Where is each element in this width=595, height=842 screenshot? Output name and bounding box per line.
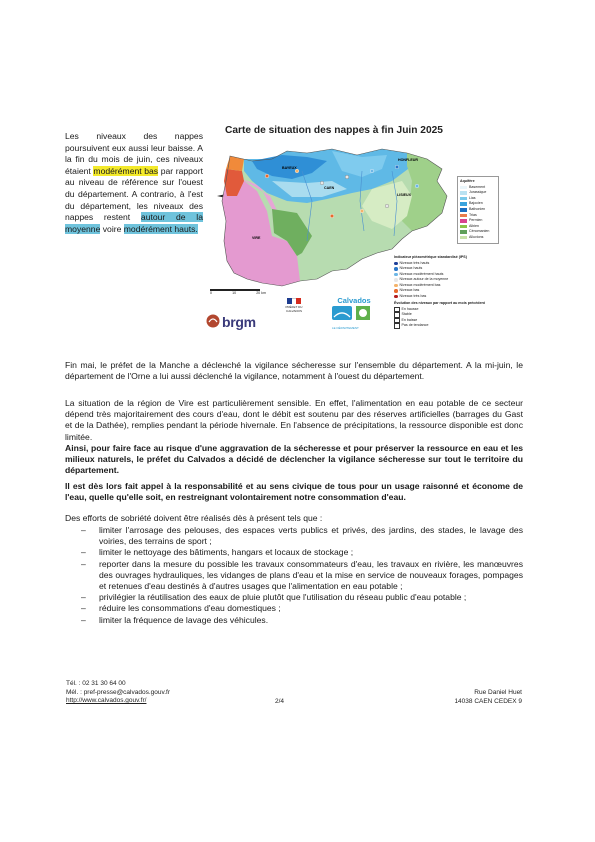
legend-dot	[394, 295, 398, 299]
scale-label: 20 km	[256, 291, 266, 295]
legend-dot	[394, 278, 398, 282]
paragraph-vire-situation: La situation de la région de Vire est particulièrement sensible. En effet, l'alimentation en eau potable de ce secteur dépend très majoritairement des cours d'eau, dont le débit est soutenu par des réserves artificielles (barrages du Gast et de la Dathée), remplies pendant la période hivernale. En l'absence de précipitations, la ressource disponible est donc limitée.	[65, 398, 523, 442]
legend-label: Trias	[469, 212, 477, 217]
highlight-moderately-low: modérément bas	[93, 165, 159, 176]
evolution-legend-title: Évolution des niveaux par rapport au mois précédent	[394, 301, 485, 305]
scale-label: 0	[210, 291, 212, 295]
efforts-intro: Des efforts de sobriété doivent être réalisés dès à présent tels que :	[65, 513, 323, 523]
town-label: CAEN	[324, 186, 335, 190]
effort-item: – reporter dans la mesure du possible les travaux consommateurs d'eau, les travaux en rivière, les manœuvres des ouvrages hydrauliques, les vidanges de plans d'eau et la mise en service de nouveaux forages, pompages et retenues d'eau destinés à d'autres usages que l'alimentation en eau potable ;	[65, 559, 523, 593]
legend-label: Basement	[469, 184, 486, 189]
footer-email[interactable]: Mél. : pref-presse@calvados.gouv.fr	[66, 688, 171, 696]
aquifer-legend-title: Aquifère	[460, 179, 475, 183]
legend-label: Lias	[469, 195, 476, 200]
scale-bar	[210, 285, 270, 293]
intro-text-2: par rapport au niveau de référence sur l'ouest du département. A contrario, à l'est du département, les niveaux des nappes restent	[65, 165, 203, 223]
town-label: VIRE	[252, 236, 261, 240]
footer-phone: Tél. : 02 31 30 64 00	[66, 680, 126, 687]
legend-label: Jurassique	[469, 190, 487, 195]
scale-label: 10	[232, 291, 237, 295]
legend-swatch	[460, 202, 467, 206]
town-label: LISIEUX	[397, 193, 411, 197]
evolution-legend-item	[394, 323, 499, 329]
legend-label: Bathonien	[469, 206, 486, 211]
legend-swatch	[460, 208, 467, 212]
map-title: Carte de situation des nappes à fin Juin 2025	[225, 125, 443, 136]
legend-swatch	[460, 191, 467, 195]
legend-label: Niveaux très bas	[399, 293, 427, 298]
town-label: BAYEUX	[282, 166, 297, 170]
legend-label: Bajocien	[469, 201, 483, 206]
paragraph-vigilance-neighbours: Fin mai, le préfet de la Manche a décleнché la vigilance sécheresse sur l'ensemble du département. A la mi-juin, le département de l'Orne a lui aussi déclenché la vigilance, notamment à l'ouest du département.	[65, 360, 523, 382]
footer-website[interactable]: http://www.calvados.gouv.fr/	[66, 697, 147, 705]
legend-dot	[394, 273, 398, 277]
legend-label: Niveaux hauts	[399, 266, 423, 270]
legend-dot	[394, 267, 398, 271]
intro-text-1: Les niveaux des nappes poursuivent eux aussi leur baisse. A la fin du mois de juin, ces niveaux étaient	[65, 131, 203, 176]
paragraph-civic-appeal: Il est dès lors fait appel à la responsabilité et au sens civique de tous pour un usage raisonné et économe de l'eau, quelle qu'elle soit, en restreignant volontairement notre consommation d'eau.	[65, 481, 523, 503]
paragraph-prefect-decision: Ainsi, pour faire face au risque d'une aggravation de la sécheresse et pour préserver la ressource en eau et les milieux naturels, le préfet du Calvados a décidé de déclencher la vigilance sécheresse sur tout le territoire du département.	[65, 443, 523, 476]
efforts-list-container	[65, 525, 523, 626]
footer-city: 14038 CAEN CEDEX 9	[454, 697, 522, 705]
footer-street: Rue Daniel Huet	[474, 689, 522, 696]
aquifer-legend	[457, 176, 499, 244]
brgm-logo: brgm	[206, 308, 261, 332]
ips-legend	[394, 255, 499, 325]
effort-item: – limiter le nettoyage des bâtiments, hangars et locaux de stockage ;	[65, 547, 523, 558]
legend-label: En hausse	[401, 306, 419, 311]
legend-swatch	[460, 214, 467, 218]
effort-item: – limiter l'arrosage des pelouses, des espaces verts publics et privés, des jardins, des stades, le lavage des voiries, des terrains de sport ;	[65, 525, 523, 547]
legend-label: Permien	[469, 218, 483, 223]
ips-legend-title: Indicateur piézométrique standardisé (IPS)	[394, 255, 467, 259]
legend-label: Cénomanien	[469, 229, 490, 234]
legend-label: Alluvions	[469, 234, 484, 239]
footer-contact	[66, 680, 170, 706]
legend-label: Niveaux modérément hauts	[399, 271, 444, 276]
legend-label: En baisse	[401, 317, 418, 322]
legend-swatch	[460, 230, 467, 234]
aquifer-legend-item	[460, 235, 496, 241]
intro-paragraph	[65, 131, 203, 235]
effort-item: – limiter la fréquence de lavage des véhicules.	[65, 615, 523, 626]
intro-text-3: voire	[100, 223, 124, 234]
town-label: HONFLEUR	[398, 158, 418, 162]
legend-dot	[394, 289, 398, 293]
calvados-logo: Calvados LE DÉPARTEMENT	[330, 296, 378, 330]
efforts-list	[65, 525, 523, 626]
legend-label: Niveaux autour de la moyenne	[399, 277, 449, 281]
ips-legend-item	[394, 294, 499, 300]
legend-label: Albien	[469, 223, 479, 228]
legend-label: Stable	[401, 312, 412, 316]
legend-swatch	[460, 236, 467, 240]
legend-label: Niveaux bas	[399, 288, 420, 292]
brgm-logo-icon	[206, 314, 220, 328]
calvados-logo-icon	[330, 305, 378, 323]
highlight-moderately-high: modérément hauts.	[123, 223, 198, 234]
legend-dot	[394, 284, 398, 288]
legend-swatch	[460, 197, 467, 201]
legend-label: Niveaux modérément bas	[399, 282, 441, 287]
legend-symbol	[394, 323, 400, 329]
page-number: 2/4	[275, 698, 285, 705]
legend-label: Niveaux très hauts	[399, 260, 430, 265]
legend-swatch	[460, 225, 467, 229]
legend-label: Pas de tendance	[401, 323, 429, 327]
footer-address	[422, 689, 522, 706]
legend-dot	[394, 262, 398, 266]
legend-swatch	[460, 219, 467, 223]
effort-item: – privilégier la réutilisation des eaux de pluie plutôt que l'utilisation du réseau public d'eau potable ;	[65, 592, 523, 603]
prefecture-logo: PRÉFET DU CALVADOS	[283, 296, 305, 330]
highlight-around-average: autour de la moyenne	[65, 212, 203, 234]
effort-item: – réduire les consommations d'eau domestiques ;	[65, 603, 523, 614]
legend-swatch	[460, 186, 467, 190]
